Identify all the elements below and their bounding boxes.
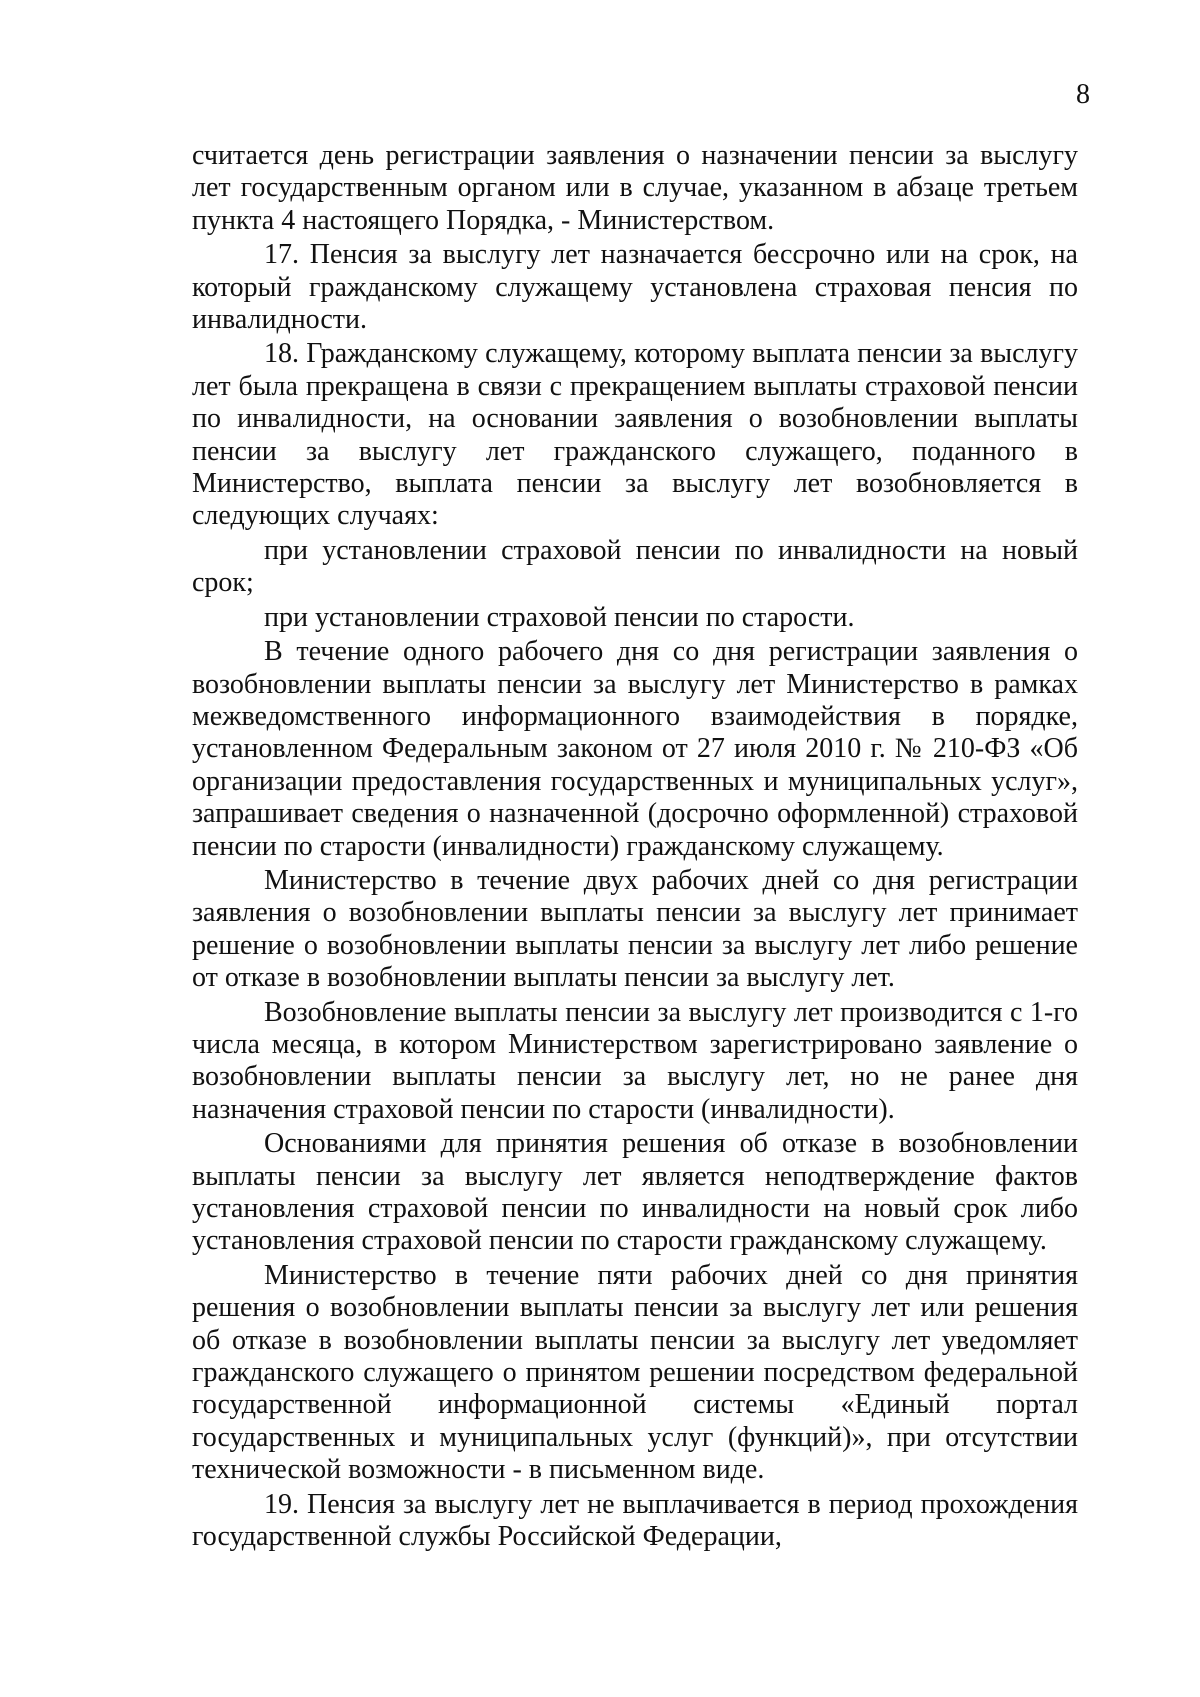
paragraph: 18. Гражданскому служащему, которому выплата пенсии за выслугу лет была прекращена в связи с прекращением выплаты страховой пенсии по инвалидности, на основании заявления о возобновлении выплаты пенсии за выслугу лет гражданского служащего, поданного в Министерство, выплата пенсии за выслугу лет возобновляется в следующих случаях:	[192, 338, 1078, 532]
paragraph: Возобновление выплаты пенсии за выслугу лет производится с 1-го числа месяца, в котором Министерством зарегистрировано заявление о возобновлении выплаты пенсии за выслугу лет, но не ранее дня назначения страховой пенсии по старости (инвалидности).	[192, 996, 1078, 1125]
paragraph: считается день регистрации заявления о назначении пенсии за выслугу лет государственным органом или в случае, указанном в абзаце третьем пункта 4 настоящего Порядка, - Министерством.	[192, 140, 1078, 236]
page-number: 8	[1076, 79, 1090, 110]
paragraph: Министерство в течение пяти рабочих дней со дня принятия решения о возобновлении выплаты пенсии за выслугу лет или решения об отказе в возобновлении выплаты пенсии за выслугу лет уведомляет гражданского служащего о принятом решении посредством федеральной государственной информационной системы «Единый портал государственных и муниципальных услуг (функций)», при отсутствии технической возможности - в письменном виде.	[192, 1259, 1078, 1486]
paragraph: при установлении страховой пенсии по старости.	[264, 601, 855, 633]
paragraph: 17. Пенсия за выслугу лет назначается бессрочно или на срок, на который гражданскому служащему установлена страховая пенсия по инвалидности.	[192, 239, 1078, 336]
paragraph: при установлении страховой пенсии по инвалидности на новый срок;	[192, 534, 1078, 599]
document-body	[192, 140, 1078, 1555]
paragraph: Министерство в течение двух рабочих дней со дня регистрации заявления о возобновлении выплаты пенсии за выслугу лет принимает решение о возобновлении выплаты пенсии за выслугу лет либо решение от отказе в возобновлении выплаты пенсии за выслугу лет.	[192, 864, 1078, 994]
paragraph: В течение одного рабочего дня со дня регистрации заявления о возобновлении выплаты пенсии за выслугу лет Министерство в рамках межведомственного информационного взаимодействия в порядке, установленном Федеральным законом от 27 июля 2010 г. № 210-ФЗ «Об организации предоставления государственных и муниципальных услуг», запрашивает сведения о назначенной (досрочно оформленной) страховой пенсии по старости (инвалидности) гражданскому служащему.	[192, 636, 1078, 862]
paragraph: 19. Пенсия за выслугу лет не выплачивается в период прохождения государственной службы Российской Федерации,	[192, 1488, 1078, 1553]
paragraph: Основаниями для принятия решения об отказе в возобновлении выплаты пенсии за выслугу лет является неподтверждение фактов установления страховой пенсии по инвалидности на новый срок либо установления страховой пенсии по старости гражданскому служащему.	[192, 1128, 1078, 1257]
